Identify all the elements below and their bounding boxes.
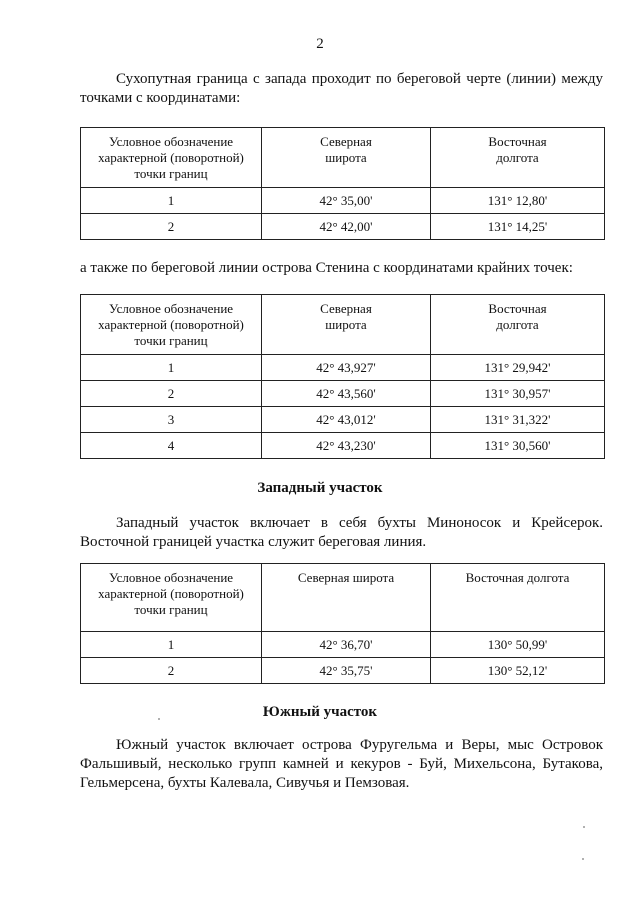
point-number: 2 bbox=[81, 381, 262, 407]
longitude-cell: 131° 12,80' bbox=[431, 188, 605, 214]
coordinates-table-west-section bbox=[80, 563, 605, 684]
latitude-cell: 42° 42,00' bbox=[262, 214, 431, 240]
header-point-designation: Условное обозначение характерной (поворотной) точки границ bbox=[81, 295, 262, 355]
header-point-designation: Условное обозначение характерной (поворотной) точки границ bbox=[81, 128, 262, 188]
point-number: 1 bbox=[81, 355, 262, 381]
point-number: 3 bbox=[81, 407, 262, 433]
latitude-cell: 42° 35,75' bbox=[262, 658, 431, 684]
header-point-designation: Условное обозначение характерной (поворотной) точки границ bbox=[81, 564, 262, 632]
table-row bbox=[81, 214, 605, 240]
table-row bbox=[81, 381, 605, 407]
scan-speck bbox=[158, 718, 160, 720]
header-north-latitude: Северная широта bbox=[262, 295, 431, 355]
header-east-longitude: Восточная долгота bbox=[431, 128, 605, 188]
heading-west-section: Западный участок bbox=[257, 480, 383, 496]
table-row bbox=[81, 355, 605, 381]
point-number: 1 bbox=[81, 188, 262, 214]
point-number: 2 bbox=[81, 214, 262, 240]
latitude-cell: 42° 35,00' bbox=[262, 188, 431, 214]
point-number: 2 bbox=[81, 658, 262, 684]
table-row bbox=[81, 188, 605, 214]
table-row bbox=[81, 433, 605, 459]
latitude-cell: 42° 43,012' bbox=[262, 407, 431, 433]
table-row bbox=[81, 407, 605, 433]
page-number: 2 bbox=[316, 36, 324, 52]
coordinates-table-stenin-island bbox=[80, 294, 605, 459]
longitude-cell: 131° 31,322' bbox=[431, 407, 605, 433]
longitude-cell: 130° 52,12' bbox=[431, 658, 605, 684]
header-east-longitude: Восточная долгота bbox=[431, 564, 605, 632]
table-header-row bbox=[81, 564, 605, 632]
scan-speck bbox=[582, 858, 584, 860]
point-number: 4 bbox=[81, 433, 262, 459]
paragraph-land-border: Сухопутная граница с запада проходит по береговой черте (линии) между точками с координатами: bbox=[80, 71, 603, 106]
coordinates-table-land-border bbox=[80, 127, 605, 240]
paragraph-stenin-island: а также по береговой линии острова Стенина с координатами крайних точек: bbox=[80, 260, 573, 276]
longitude-cell: 131° 30,957' bbox=[431, 381, 605, 407]
header-east-longitude: Восточная долгота bbox=[431, 295, 605, 355]
table-row bbox=[81, 632, 605, 658]
table-row bbox=[81, 658, 605, 684]
scan-speck bbox=[583, 826, 585, 828]
latitude-cell: 42° 43,230' bbox=[262, 433, 431, 459]
header-north-latitude: Северная широта bbox=[262, 128, 431, 188]
heading-south-section: Южный участок bbox=[262, 704, 378, 720]
longitude-cell: 130° 50,99' bbox=[431, 632, 605, 658]
longitude-cell: 131° 29,942' bbox=[431, 355, 605, 381]
longitude-cell: 131° 30,560' bbox=[431, 433, 605, 459]
latitude-cell: 42° 43,927' bbox=[262, 355, 431, 381]
paragraph-west-section: Западный участок включает в себя бухты Миноносок и Крейсерок. Восточной границей участка служит береговая линия. bbox=[80, 515, 603, 550]
latitude-cell: 42° 43,560' bbox=[262, 381, 431, 407]
longitude-cell: 131° 14,25' bbox=[431, 214, 605, 240]
header-north-latitude: Северная широта bbox=[262, 564, 431, 632]
paragraph-south-section: Южный участок включает острова Фуругельма и Веры, мыс Островок Фальшивый, несколько групп камней и кекуров - Буй, Михельсона, Бутакова, Гельмерсена, бухты Калевала, Сивучья и Пемзовая. bbox=[80, 737, 603, 791]
table-header-row bbox=[81, 295, 605, 355]
point-number: 1 bbox=[81, 632, 262, 658]
latitude-cell: 42° 36,70' bbox=[262, 632, 431, 658]
table-header-row bbox=[81, 128, 605, 188]
